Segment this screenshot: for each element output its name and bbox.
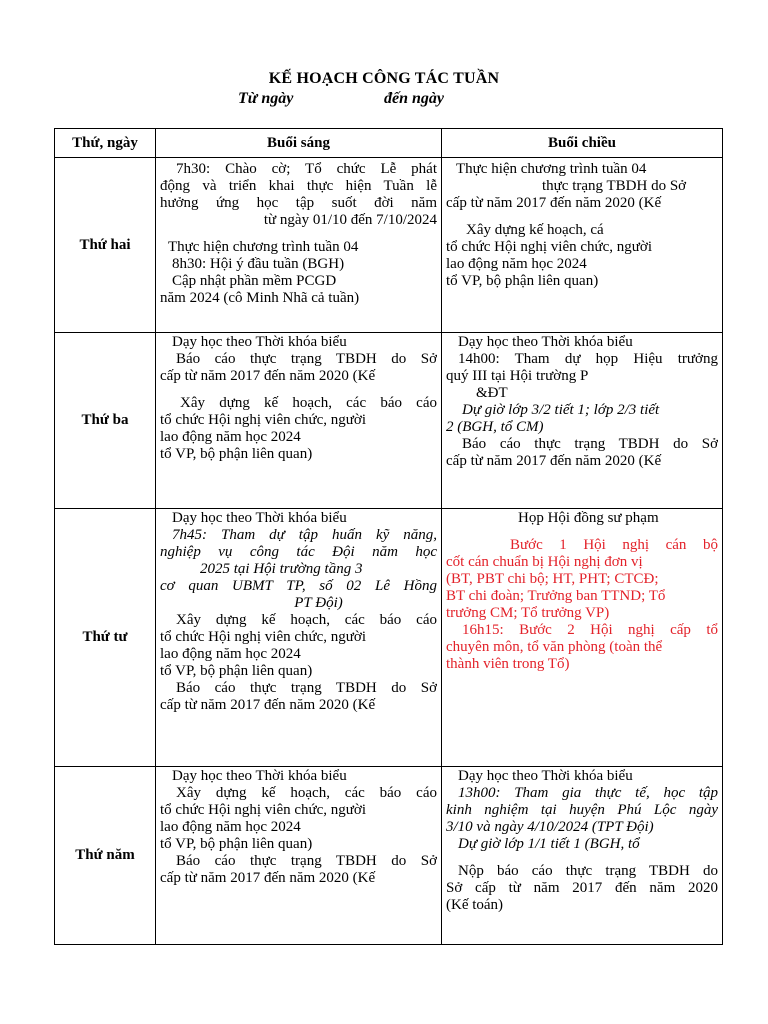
morning-line: tổ VP, bộ phận liên quan) [160,663,313,679]
morning-line: 2025 tại Hội trường tầng 3 [200,561,363,577]
afternoon-line: Dự giờ lớp 3/2 tiết 1; lớp 2/3 tiết [462,402,660,418]
afternoon-line: 3/10 và ngày 4/10/2024 (TPT Đội) [446,819,654,835]
day-cell: Thứ hai [55,158,156,333]
morning-line: Báo cáo thực trạng TBDH do Sở [176,351,437,367]
afternoon-line: Thực hiện chương trình tuần 04 [456,161,647,177]
afternoon-line: Bước 1 Hội nghị cán bộ [510,537,718,553]
morning-line: cấp từ năm 2017 đến năm 2020 (Kế [160,697,376,713]
afternoon-line: 14h00: Tham dự họp Hiệu trưởng [458,351,718,367]
morning-line: năm 2024 (cô Minh Nhã cả tuần) [160,290,360,306]
afternoon-line: Xây dựng kế hoạch, cá [466,222,604,238]
afternoon-cell [442,333,723,509]
day-cell: Thứ ba [55,333,156,509]
morning-line: Xây dựng kế hoạch, các báo cáo [180,395,437,411]
afternoon-line: trưởng CM; Tổ trưởng VP) [446,605,610,621]
afternoon-line: Báo cáo thực trạng TBDH do Sở [462,436,718,452]
morning-line: 7h45: Tham dự tập huấn kỹ năng, [172,527,437,543]
afternoon-cell [442,509,723,767]
weekly-plan-table [54,128,723,945]
morning-cell [156,333,442,509]
afternoon-line: 16h15: Bước 2 Hội nghị cấp tổ [462,622,718,638]
morning-line: cấp từ năm 2017 đến năm 2020 (Kế [160,368,376,384]
afternoon-line: Dạy học theo Thời khóa biểu [458,334,633,350]
afternoon-line: BT chi đoàn; Trưởng ban TTND; Tổ [446,588,666,604]
morning-line: lao động năm học 2024 [160,819,301,835]
afternoon-line: 13h00: Tham gia thực tế, học tập [458,785,718,801]
afternoon-line: kinh nghiệm tại huyện Phú Lộc ngày [446,802,718,818]
morning-line: tổ chức Hội nghị viên chức, người [160,802,367,818]
afternoon-line: Dự giờ lớp 1/1 tiết 1 (BGH, tổ [458,836,640,852]
morning-cell [156,158,442,333]
morning-line: PT Đội) [294,595,343,611]
morning-line: lao động năm học 2024 [160,429,301,445]
morning-line: tổ chức Hội nghị viên chức, người [160,412,367,428]
afternoon-line: tổ chức Hội nghị viên chức, người [446,239,653,255]
morning-line: Thực hiện chương trình tuần 04 [168,239,359,255]
afternoon-line: thực trạng TBDH do Sở [542,178,687,194]
morning-line: 8h30: Hội ý đầu tuần (BGH) [172,256,345,272]
morning-line: Dạy học theo Thời khóa biểu [172,334,347,350]
day-cell: Thứ tư [55,509,156,767]
afternoon-cell [442,158,723,333]
to-date-label: đến ngày [384,90,444,107]
afternoon-line: (BT, PBT chi bộ; HT, PHT; CTCĐ; [446,571,659,587]
column-header-afternoon: Buổi chiều [442,129,723,158]
table-row [55,767,723,945]
morning-line: Cập nhật phần mềm PCGD [172,273,337,289]
afternoon-line: cấp từ năm 2017 đến năm 2020 (Kế [446,453,662,469]
morning-cell [156,767,442,945]
morning-line: tổ chức Hội nghị viên chức, người [160,629,367,645]
morning-line: cơ quan UBMT TP, số 02 Lê Hồng [160,578,437,594]
morning-cell [156,509,442,767]
morning-line: từ ngày 01/10 đến 7/10/2024 [263,212,437,228]
morning-line: cấp từ năm 2017 đến năm 2020 (Kế [160,870,376,886]
morning-line: Xây dựng kế hoạch, các báo cáo [176,785,437,801]
afternoon-line: thành viên trong Tổ) [446,656,570,672]
document-title: KẾ HOẠCH CÔNG TÁC TUẦN [268,70,500,87]
morning-line: Dạy học theo Thời khóa biểu [172,510,347,526]
afternoon-line: cấp từ năm 2017 đến năm 2020 (Kế [446,195,662,211]
column-header-morning: Buổi sáng [156,129,442,158]
table-row [55,158,723,333]
from-date-label: Từ ngày [238,90,294,107]
afternoon-line: lao động năm học 2024 [446,256,587,272]
day-cell: Thứ năm [55,767,156,945]
afternoon-line: cốt cán chuẩn bị Hội nghị đơn vị [446,554,643,570]
afternoon-line: (Kế toán) [446,897,504,913]
morning-line: lao động năm học 2024 [160,646,301,662]
morning-line: tổ VP, bộ phận liên quan) [160,836,313,852]
morning-line: 7h30: Chào cờ; Tổ chức Lễ phát [176,161,437,177]
table-row [55,509,723,767]
morning-line: tổ VP, bộ phận liên quan) [160,446,313,462]
afternoon-line: tổ VP, bộ phận liên quan) [446,273,599,289]
table-row [55,333,723,509]
afternoon-line: Nộp báo cáo thực trạng TBDH do [458,863,718,879]
morning-line: động và triển khai thực hiện Tuần lễ [160,178,437,194]
morning-line: hưởng ứng học tập suốt đời năm [160,195,437,211]
morning-line: nghiệp vụ công tác Đội năm học [160,544,437,560]
column-header-day: Thứ, ngày [55,129,156,158]
afternoon-line: &ĐT [476,385,508,401]
afternoon-cell [442,767,723,945]
afternoon-line: 2 (BGH, tổ CM) [446,419,544,435]
morning-line: Xây dựng kế hoạch, các báo cáo [176,612,437,628]
morning-line: Dạy học theo Thời khóa biểu [172,768,347,784]
afternoon-line: Sở cấp từ năm 2017 đến năm 2020 [446,880,718,896]
afternoon-line: Dạy học theo Thời khóa biểu [458,768,633,784]
morning-line: Báo cáo thực trạng TBDH do Sở [176,680,437,696]
afternoon-line: quý III tại Hội trường P [446,368,589,384]
table-header-row [55,129,723,158]
afternoon-line: Họp Hội đồng sư phạm [518,510,659,526]
afternoon-line: chuyên môn, tổ văn phòng (toàn thể [446,639,663,655]
morning-line: Báo cáo thực trạng TBDH do Sở [176,853,437,869]
